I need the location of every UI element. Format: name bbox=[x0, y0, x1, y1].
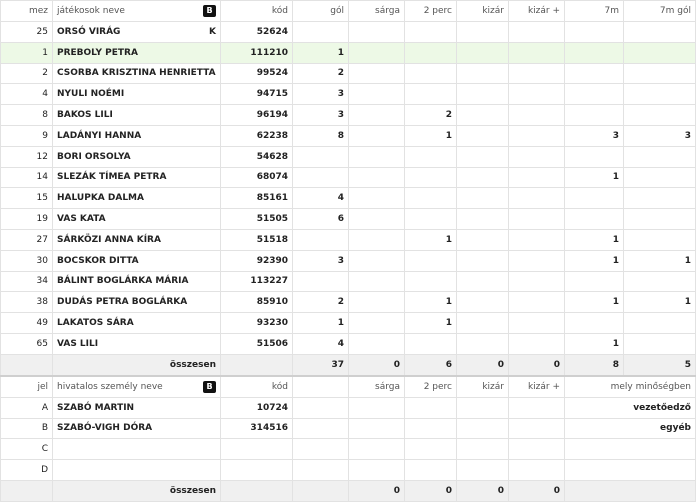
official-name: SZABÓ MARTIN bbox=[53, 397, 221, 418]
player-seven-m bbox=[565, 22, 624, 43]
players-total-row bbox=[1, 354, 696, 376]
header-official-role: mely minőségben bbox=[565, 376, 696, 398]
player-code: 62238 bbox=[221, 125, 293, 146]
officials-header-row bbox=[1, 376, 696, 398]
officials-total-exclusion-plus: 0 bbox=[509, 480, 565, 501]
player-seven-m-goal bbox=[624, 333, 696, 354]
player-exclusion-plus bbox=[509, 63, 565, 84]
player-exclusion bbox=[457, 209, 509, 230]
player-exclusion bbox=[457, 146, 509, 167]
official-letter: B bbox=[1, 418, 53, 439]
player-yellow bbox=[349, 105, 405, 126]
players-total-label: összesen bbox=[53, 354, 221, 376]
player-name-text: LADÁNYI HANNA bbox=[57, 130, 142, 141]
player-two-min bbox=[405, 209, 457, 230]
player-two-min: 2 bbox=[405, 105, 457, 126]
player-exclusion bbox=[457, 188, 509, 209]
player-number: 34 bbox=[1, 271, 53, 292]
official-exclusion bbox=[457, 418, 509, 439]
official-row[interactable] bbox=[1, 418, 696, 439]
header-official-two-min: 2 perc bbox=[405, 376, 457, 398]
player-goals: 1 bbox=[293, 42, 349, 63]
player-goals bbox=[293, 167, 349, 188]
player-seven-m bbox=[565, 188, 624, 209]
official-role: egyéb bbox=[565, 418, 696, 439]
player-goals: 1 bbox=[293, 313, 349, 334]
player-seven-m: 1 bbox=[565, 250, 624, 271]
officials-total-two-min: 0 bbox=[405, 480, 457, 501]
total-seven-m: 8 bbox=[565, 354, 624, 376]
player-exclusion-plus bbox=[509, 333, 565, 354]
team-b-badge: B bbox=[203, 5, 216, 17]
player-two-min bbox=[405, 167, 457, 188]
player-seven-m bbox=[565, 146, 624, 167]
total-goals: 37 bbox=[293, 354, 349, 376]
player-exclusion bbox=[457, 292, 509, 313]
official-exclusion bbox=[457, 460, 509, 481]
header-official-code: kód bbox=[221, 376, 293, 398]
player-number: 15 bbox=[1, 188, 53, 209]
player-exclusion bbox=[457, 63, 509, 84]
player-code: 68074 bbox=[221, 167, 293, 188]
header-letter: jel bbox=[1, 376, 53, 398]
officials-total-row bbox=[1, 480, 696, 501]
officials-body bbox=[1, 397, 696, 480]
player-number: 19 bbox=[1, 209, 53, 230]
player-seven-m bbox=[565, 209, 624, 230]
player-seven-m: 1 bbox=[565, 229, 624, 250]
player-goals: 8 bbox=[293, 125, 349, 146]
player-number: 9 bbox=[1, 125, 53, 146]
player-exclusion bbox=[457, 271, 509, 292]
player-name bbox=[53, 229, 221, 250]
player-two-min bbox=[405, 63, 457, 84]
player-row[interactable] bbox=[1, 313, 696, 334]
player-code: 51506 bbox=[221, 333, 293, 354]
player-yellow bbox=[349, 42, 405, 63]
player-exclusion-plus bbox=[509, 188, 565, 209]
official-code: 10724 bbox=[221, 397, 293, 418]
official-exclusion-plus bbox=[509, 439, 565, 460]
player-goals bbox=[293, 271, 349, 292]
official-exclusion-plus bbox=[509, 397, 565, 418]
player-seven-m-goal bbox=[624, 22, 696, 43]
player-code: 51505 bbox=[221, 209, 293, 230]
player-two-min bbox=[405, 146, 457, 167]
player-code: 85161 bbox=[221, 188, 293, 209]
player-code: 113227 bbox=[221, 271, 293, 292]
player-row[interactable] bbox=[1, 84, 696, 105]
official-yellow bbox=[349, 439, 405, 460]
header-exclusion: kizár bbox=[457, 1, 509, 22]
player-seven-m-goal bbox=[624, 167, 696, 188]
total-two-min: 6 bbox=[405, 354, 457, 376]
player-row[interactable] bbox=[1, 167, 696, 188]
player-seven-m-goal bbox=[624, 42, 696, 63]
player-row[interactable] bbox=[1, 250, 696, 271]
official-name bbox=[53, 460, 221, 481]
player-exclusion bbox=[457, 84, 509, 105]
player-code: 96194 bbox=[221, 105, 293, 126]
player-exclusion-plus bbox=[509, 209, 565, 230]
player-seven-m bbox=[565, 313, 624, 334]
officials-total-label: összesen bbox=[53, 480, 221, 501]
player-yellow bbox=[349, 229, 405, 250]
player-name-text: LAKATOS SÁRA bbox=[57, 318, 134, 329]
player-code: 111210 bbox=[221, 42, 293, 63]
player-code: 51518 bbox=[221, 229, 293, 250]
official-yellow bbox=[349, 418, 405, 439]
official-yellow bbox=[349, 397, 405, 418]
player-exclusion bbox=[457, 167, 509, 188]
official-row[interactable] bbox=[1, 397, 696, 418]
player-yellow bbox=[349, 292, 405, 313]
player-seven-m-goal bbox=[624, 271, 696, 292]
player-name-text: BORI ORSOLYA bbox=[57, 151, 131, 162]
player-exclusion bbox=[457, 250, 509, 271]
player-number: 4 bbox=[1, 84, 53, 105]
player-code: 92390 bbox=[221, 250, 293, 271]
player-two-min bbox=[405, 271, 457, 292]
official-two-min bbox=[405, 418, 457, 439]
player-name bbox=[53, 167, 221, 188]
header-two-min: 2 perc bbox=[405, 1, 457, 22]
official-row[interactable] bbox=[1, 439, 696, 460]
header-code: kód bbox=[221, 1, 293, 22]
official-role bbox=[565, 460, 696, 481]
official-exclusion-plus bbox=[509, 460, 565, 481]
player-seven-m-goal: 3 bbox=[624, 125, 696, 146]
player-two-min bbox=[405, 22, 457, 43]
player-seven-m-goal: 1 bbox=[624, 292, 696, 313]
player-name-text: HALUPKA DALMA bbox=[57, 193, 144, 204]
player-yellow bbox=[349, 84, 405, 105]
player-name-text: BOCSKOR DITTA bbox=[57, 255, 139, 266]
official-code: 314516 bbox=[221, 418, 293, 439]
player-yellow bbox=[349, 22, 405, 43]
player-two-min bbox=[405, 42, 457, 63]
player-name-text: BAKOS LILI bbox=[57, 110, 113, 121]
player-exclusion-plus bbox=[509, 292, 565, 313]
player-name-text: ORSÓ VIRÁG bbox=[57, 26, 121, 37]
player-goals: 6 bbox=[293, 209, 349, 230]
player-seven-m-goal bbox=[624, 105, 696, 126]
player-code: 94715 bbox=[221, 84, 293, 105]
players-body bbox=[1, 22, 696, 355]
player-yellow bbox=[349, 313, 405, 334]
player-code: 93230 bbox=[221, 313, 293, 334]
header-seven-m: 7m bbox=[565, 1, 624, 22]
player-row[interactable] bbox=[1, 209, 696, 230]
player-number: 1 bbox=[1, 42, 53, 63]
player-seven-m-goal bbox=[624, 188, 696, 209]
player-seven-m: 1 bbox=[565, 333, 624, 354]
header-number: mez bbox=[1, 1, 53, 22]
player-yellow bbox=[349, 333, 405, 354]
player-name-text: SLEZÁK TÍMEA PETRA bbox=[57, 172, 167, 183]
player-goals bbox=[293, 146, 349, 167]
player-two-min: 1 bbox=[405, 313, 457, 334]
player-yellow bbox=[349, 146, 405, 167]
official-empty bbox=[293, 439, 349, 460]
player-exclusion bbox=[457, 125, 509, 146]
player-name-text: PREBOLY PETRA bbox=[57, 47, 138, 58]
team-b-badge-officials: B bbox=[203, 381, 216, 393]
official-letter: A bbox=[1, 397, 53, 418]
player-row[interactable] bbox=[1, 333, 696, 354]
player-seven-m-goal bbox=[624, 84, 696, 105]
official-letter: C bbox=[1, 439, 53, 460]
total-exclusion: 0 bbox=[457, 354, 509, 376]
player-goals: 3 bbox=[293, 105, 349, 126]
player-code: 99524 bbox=[221, 63, 293, 84]
header-yellow: sárga bbox=[349, 1, 405, 22]
player-name bbox=[53, 313, 221, 334]
player-name bbox=[53, 271, 221, 292]
player-row[interactable] bbox=[1, 292, 696, 313]
player-seven-m: 3 bbox=[565, 125, 624, 146]
official-name: SZABÓ-VIGH DÓRA bbox=[53, 418, 221, 439]
player-seven-m bbox=[565, 84, 624, 105]
player-goals bbox=[293, 22, 349, 43]
player-yellow bbox=[349, 188, 405, 209]
header-player-name bbox=[53, 1, 221, 22]
player-exclusion bbox=[457, 22, 509, 43]
player-name bbox=[53, 333, 221, 354]
player-seven-m-goal bbox=[624, 229, 696, 250]
player-goals: 2 bbox=[293, 63, 349, 84]
players-header-row bbox=[1, 1, 696, 22]
player-two-min bbox=[405, 250, 457, 271]
player-exclusion bbox=[457, 333, 509, 354]
player-exclusion bbox=[457, 229, 509, 250]
player-exclusion-plus bbox=[509, 167, 565, 188]
header-goals: gól bbox=[293, 1, 349, 22]
player-number: 2 bbox=[1, 63, 53, 84]
header-official-exclusion-plus: kizár + bbox=[509, 376, 565, 398]
player-yellow bbox=[349, 167, 405, 188]
official-role: vezetőedző bbox=[565, 397, 696, 418]
player-goals: 4 bbox=[293, 333, 349, 354]
player-yellow bbox=[349, 63, 405, 84]
player-row[interactable] bbox=[1, 271, 696, 292]
official-role bbox=[565, 439, 696, 460]
official-empty bbox=[293, 418, 349, 439]
player-seven-m-goal bbox=[624, 63, 696, 84]
player-number: 49 bbox=[1, 313, 53, 334]
player-number: 27 bbox=[1, 229, 53, 250]
header-official-yellow: sárga bbox=[349, 376, 405, 398]
player-name bbox=[53, 125, 221, 146]
official-letter: D bbox=[1, 460, 53, 481]
player-row[interactable] bbox=[1, 188, 696, 209]
player-seven-m bbox=[565, 42, 624, 63]
official-code bbox=[221, 460, 293, 481]
player-exclusion-plus bbox=[509, 146, 565, 167]
player-name bbox=[53, 63, 221, 84]
player-exclusion-plus bbox=[509, 125, 565, 146]
official-empty bbox=[293, 397, 349, 418]
player-name-text: NYULI NOÉMI bbox=[57, 89, 125, 100]
official-two-min bbox=[405, 460, 457, 481]
player-row[interactable] bbox=[1, 146, 696, 167]
total-exclusion-plus: 0 bbox=[509, 354, 565, 376]
official-row[interactable] bbox=[1, 460, 696, 481]
player-two-min: 1 bbox=[405, 292, 457, 313]
player-seven-m bbox=[565, 271, 624, 292]
player-goals bbox=[293, 229, 349, 250]
header-player-name-label: játékosok neve bbox=[57, 6, 125, 16]
player-two-min bbox=[405, 333, 457, 354]
total-seven-m-goal: 5 bbox=[624, 354, 696, 376]
header-seven-m-goal: 7m gól bbox=[624, 1, 696, 22]
player-seven-m bbox=[565, 63, 624, 84]
player-row[interactable] bbox=[1, 229, 696, 250]
player-name-text: BÁLINT BOGLÁRKA MÁRIA bbox=[57, 276, 189, 287]
header-official-name-label: hivatalos személy neve bbox=[57, 381, 163, 392]
player-name bbox=[53, 250, 221, 271]
player-two-min: 1 bbox=[405, 229, 457, 250]
total-yellow: 0 bbox=[349, 354, 405, 376]
player-yellow bbox=[349, 125, 405, 146]
player-name-text: VAS KATA bbox=[57, 214, 106, 225]
official-two-min bbox=[405, 397, 457, 418]
player-goals: 3 bbox=[293, 250, 349, 271]
player-name bbox=[53, 42, 221, 63]
player-code: 52624 bbox=[221, 22, 293, 43]
player-row[interactable] bbox=[1, 105, 696, 126]
player-number: 25 bbox=[1, 22, 53, 43]
player-row[interactable] bbox=[1, 125, 696, 146]
player-exclusion-plus bbox=[509, 42, 565, 63]
player-exclusion-plus bbox=[509, 22, 565, 43]
officials-total-exclusion: 0 bbox=[457, 480, 509, 501]
official-empty bbox=[293, 460, 349, 481]
player-goals: 3 bbox=[293, 84, 349, 105]
official-exclusion bbox=[457, 397, 509, 418]
player-seven-m: 1 bbox=[565, 292, 624, 313]
player-two-min: 1 bbox=[405, 125, 457, 146]
player-name bbox=[53, 146, 221, 167]
player-code: 85910 bbox=[221, 292, 293, 313]
player-exclusion bbox=[457, 105, 509, 126]
player-name bbox=[53, 188, 221, 209]
player-two-min bbox=[405, 188, 457, 209]
officials-total-yellow: 0 bbox=[349, 480, 405, 501]
player-seven-m-goal bbox=[624, 146, 696, 167]
captain-marker: K bbox=[209, 26, 216, 37]
player-exclusion-plus bbox=[509, 250, 565, 271]
official-code bbox=[221, 439, 293, 460]
player-name bbox=[53, 292, 221, 313]
header-exclusion-plus: kizár + bbox=[509, 1, 565, 22]
player-exclusion-plus bbox=[509, 229, 565, 250]
player-row[interactable] bbox=[1, 42, 696, 63]
player-code: 54628 bbox=[221, 146, 293, 167]
player-number: 38 bbox=[1, 292, 53, 313]
player-row[interactable] bbox=[1, 22, 696, 43]
player-name bbox=[53, 209, 221, 230]
player-exclusion-plus bbox=[509, 84, 565, 105]
player-number: 8 bbox=[1, 105, 53, 126]
player-seven-m-goal: 1 bbox=[624, 250, 696, 271]
player-exclusion-plus bbox=[509, 105, 565, 126]
player-name-text: VAS LILI bbox=[57, 338, 99, 349]
player-two-min bbox=[405, 84, 457, 105]
official-yellow bbox=[349, 460, 405, 481]
official-exclusion-plus bbox=[509, 418, 565, 439]
official-name bbox=[53, 439, 221, 460]
official-two-min bbox=[405, 439, 457, 460]
player-yellow bbox=[349, 250, 405, 271]
player-number: 14 bbox=[1, 167, 53, 188]
player-exclusion-plus bbox=[509, 271, 565, 292]
player-exclusion-plus bbox=[509, 313, 565, 334]
player-number: 65 bbox=[1, 333, 53, 354]
player-exclusion bbox=[457, 42, 509, 63]
player-yellow bbox=[349, 209, 405, 230]
player-seven-m-goal bbox=[624, 209, 696, 230]
player-number: 12 bbox=[1, 146, 53, 167]
player-row[interactable] bbox=[1, 63, 696, 84]
player-name-text: DUDÁS PETRA BOGLÁRKA bbox=[57, 297, 188, 308]
player-seven-m bbox=[565, 105, 624, 126]
header-official-name bbox=[53, 376, 221, 398]
player-goals: 4 bbox=[293, 188, 349, 209]
player-name bbox=[53, 84, 221, 105]
player-seven-m: 1 bbox=[565, 167, 624, 188]
player-name bbox=[53, 105, 221, 126]
official-exclusion bbox=[457, 439, 509, 460]
player-name-text: CSORBA KRISZTINA HENRIETTA bbox=[57, 68, 216, 79]
player-goals: 2 bbox=[293, 292, 349, 313]
player-seven-m-goal bbox=[624, 313, 696, 334]
player-name bbox=[53, 22, 221, 43]
header-official-exclusion: kizár bbox=[457, 376, 509, 398]
player-number: 30 bbox=[1, 250, 53, 271]
player-name-text: SÁRKÖZI ANNA KÍRA bbox=[57, 234, 161, 245]
player-yellow bbox=[349, 271, 405, 292]
player-exclusion bbox=[457, 313, 509, 334]
